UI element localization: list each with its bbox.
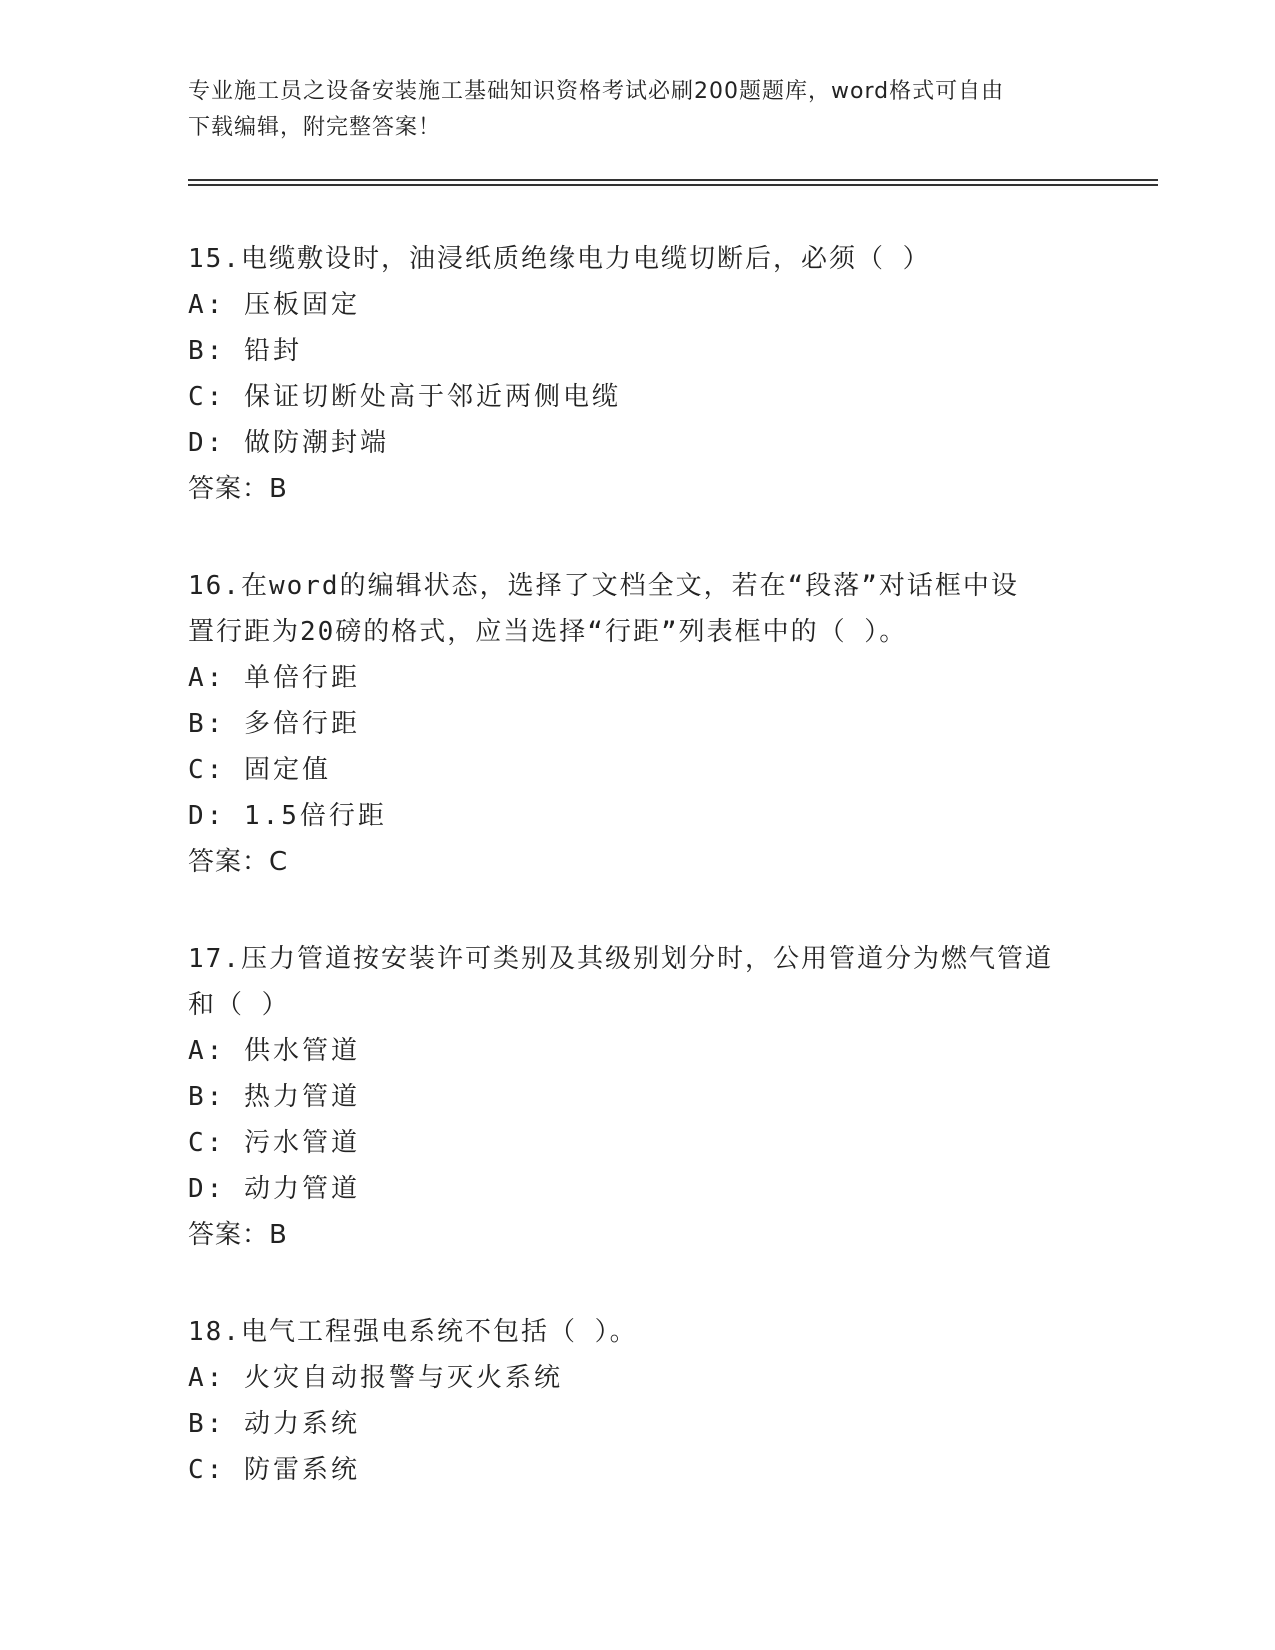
option-c: C: 固定值 (188, 755, 331, 785)
option-c: C: 防雷系统 (188, 1455, 360, 1485)
question-18 (188, 1309, 1088, 1493)
option-a: A: 单倍行距 (188, 663, 360, 693)
question-15 (188, 236, 1088, 512)
question-stem: 17.压力管道按安装许可类别及其级别划分时，公用管道分为燃气管道 (188, 944, 1053, 974)
question-stem: 15.电缆敷设时，油浸纸质绝缘电力电缆切断后，必须（ ） (188, 244, 931, 274)
question-stem-continued: 置行距为20磅的格式，应当选择“行距”列表框中的（ ）。 (188, 617, 908, 647)
option-d: D: 做防潮封端 (188, 428, 389, 458)
document-header (188, 74, 1088, 146)
option-c: C: 保证切断处高于邻近两侧电缆 (188, 382, 621, 412)
option-a: A: 供水管道 (188, 1036, 360, 1066)
header-divider-top (188, 179, 1158, 181)
question-stem-continued: 和（ ） (188, 990, 290, 1020)
header-line-1: 专业施工员之设备安装施工基础知识资格考试必刷200题题库，word格式可自由 (188, 79, 1005, 104)
option-d: D: 1.5倍行距 (188, 801, 387, 831)
header-divider-bottom (188, 184, 1158, 186)
header-line-2: 下载编辑，附完整答案！ (188, 115, 442, 140)
answer: 答案：B (188, 474, 288, 504)
option-b: B: 多倍行距 (188, 709, 360, 739)
option-c: C: 污水管道 (188, 1128, 360, 1158)
option-b: B: 热力管道 (188, 1082, 360, 1112)
question-17 (188, 936, 1088, 1258)
option-b: B: 铅封 (188, 336, 302, 366)
answer: 答案：B (188, 1220, 288, 1250)
answer: 答案：C (188, 847, 289, 877)
question-stem: 18.电气工程强电系统不包括（ ）。 (188, 1317, 638, 1347)
question-list (188, 236, 1088, 1544)
option-a: A: 压板固定 (188, 290, 360, 320)
question-stem: 16.在word的编辑状态，选择了文档全文，若在“段落”对话框中设 (188, 571, 1019, 601)
question-16 (188, 563, 1088, 885)
option-d: D: 动力管道 (188, 1174, 360, 1204)
option-b: B: 动力系统 (188, 1409, 360, 1439)
option-a: A: 火灾自动报警与灭火系统 (188, 1363, 563, 1393)
